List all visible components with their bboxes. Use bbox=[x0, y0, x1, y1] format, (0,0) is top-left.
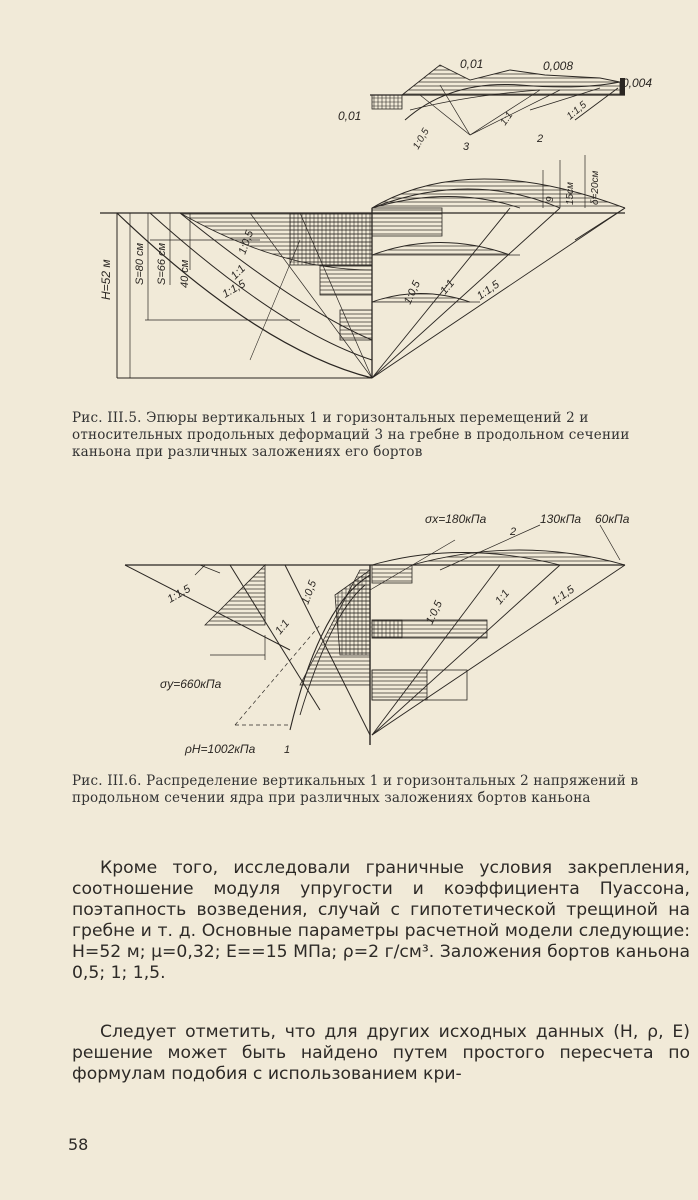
label: 0,01 bbox=[338, 109, 362, 123]
label: 130кПа bbox=[540, 512, 582, 526]
label: S=66 см bbox=[156, 242, 168, 285]
label: 0,004 bbox=[622, 76, 653, 90]
label: σy=660кПа bbox=[160, 677, 222, 691]
label: 1 bbox=[284, 744, 291, 756]
label: 60кПа bbox=[595, 512, 630, 526]
label: H=52 м bbox=[99, 259, 113, 300]
label: 1:1,5 bbox=[549, 583, 577, 608]
figure-3-5-drawing bbox=[0, 40, 698, 400]
paragraph: Следует отметить, что для других исходных данных (H, ρ, E) решение может быть найдено путем простого пересчета по формулам подобия с использованием кри- bbox=[72, 1022, 690, 1084]
label: 1:1 bbox=[438, 277, 458, 297]
label: 1:1 bbox=[493, 587, 513, 607]
label: 1:0,5 bbox=[411, 126, 432, 152]
page-number: 58 bbox=[68, 1135, 89, 1154]
label: 1:1 bbox=[498, 110, 516, 128]
label: δ=20см bbox=[590, 170, 601, 205]
label: 3 bbox=[463, 141, 470, 153]
stress-diagram bbox=[125, 525, 625, 745]
label: 9 bbox=[545, 196, 556, 202]
label: ρH=1002кПа bbox=[185, 742, 256, 756]
label: 1:1,5 bbox=[474, 278, 502, 303]
label: 1:1,5 bbox=[165, 582, 193, 606]
figure-3-5 bbox=[0, 40, 698, 400]
label: 1:0,5 bbox=[423, 599, 446, 627]
label: 1:1,5 bbox=[220, 277, 248, 301]
label: 1:1 bbox=[273, 617, 293, 637]
figure-3-6 bbox=[0, 495, 698, 775]
label: σx=180кПа bbox=[425, 512, 487, 526]
label: 1:0,5 bbox=[236, 228, 257, 257]
label: 1:0,5 bbox=[401, 279, 424, 307]
label: 2 bbox=[537, 133, 544, 145]
label: S=80 см bbox=[134, 242, 146, 285]
label: 15см bbox=[565, 182, 576, 205]
label: 0,008 bbox=[543, 59, 574, 73]
label: 1:0,5 bbox=[299, 578, 320, 607]
label: 1:1 bbox=[228, 262, 248, 283]
strain-diagram bbox=[370, 65, 625, 135]
label: 40 см bbox=[179, 259, 191, 288]
label: 0,01 bbox=[460, 57, 484, 71]
paragraph: Кроме того, исследовали граничные условия закрепления, соотношение модуля упругости и коэффициента Пуассона, поэтапность возведения, случай с гипотетической трещиной на гребне и т. д. Основные параметры расчетной модели следующие: H=52 м; μ=0,32; E==15 МПа; ρ=2 г/см³. Заложения бортов каньона 0,5; 1; 1,5. bbox=[72, 858, 690, 983]
figure-3-6-caption: Рис. III.6. Распределение вертикальных 1 и горизонтальных 2 напряжений в продольном сечении ядра при различных заложениях бортов каньона bbox=[72, 773, 639, 806]
figure-3-6-drawing bbox=[0, 495, 698, 775]
label: 1:1,5 bbox=[564, 99, 589, 123]
figure-3-5-caption: Рис. III.5. Эпюры вертикальных 1 и горизонтальных перемещений 2 и относительных продольных деформаций 3 на гребне в продольном сечении каньона при различных заложениях его бортов bbox=[72, 410, 630, 460]
label: 2 bbox=[510, 526, 517, 538]
